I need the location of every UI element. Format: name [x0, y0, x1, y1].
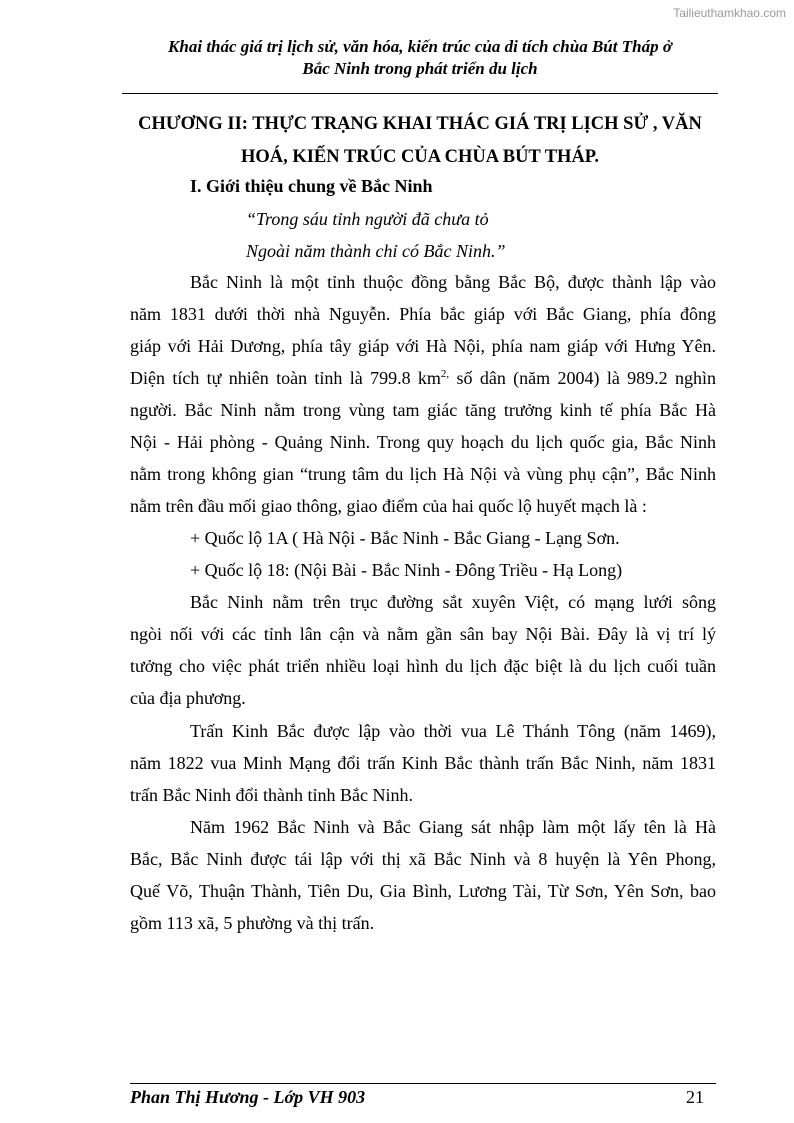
header-rule	[122, 93, 718, 94]
paragraph-line: gồm 113 xã, 5 phường và thị trấn.	[130, 913, 375, 933]
paragraph-line: Bắc Ninh nằm trên trục đường sắt xuyên Việt, có mạng lưới sông	[190, 592, 716, 612]
text: Diện tích tự nhiên toàn tỉnh là 799.8 km	[130, 368, 441, 388]
header-line: Khai thác giá trị lịch sử, văn hóa, kiến trúc của di tích chùa Bút Tháp ở	[168, 37, 672, 56]
paragraph-line: ngòi nối với các tỉnh lân cận và nằm gần sân bay Nội Bài. Đây là vị trí lý	[130, 624, 716, 644]
paragraph-line: năm 1822 vua Minh Mạng đổi trấn Kinh Bắc thành trấn Bắc Ninh, năm 1831	[130, 753, 716, 773]
superscript: 2,	[440, 368, 450, 380]
quote-line: “Trong sáu tỉnh người đã chưa tỏ	[246, 209, 489, 229]
watermark: Tailieuthamkhao.com	[673, 6, 786, 20]
paragraph-line: Trấn Kinh Bắc được lập vào thời vua Lê Thánh Tông (năm 1469),	[190, 721, 716, 741]
paragraph-line: người. Bắc Ninh nằm trong vùng tam giác tăng trưởng kinh tế phía Bắc Hà	[130, 400, 716, 420]
paragraph-line: trấn Bắc Ninh đổi thành tỉnh Bắc Ninh.	[130, 785, 413, 805]
paragraph-line: của địa phương.	[130, 688, 246, 708]
footer-rule	[130, 1083, 716, 1084]
paragraph-line: giáp với Hải Dương, phía tây giáp với Hà Nội, phía nam giáp với Hưng Yên.	[130, 336, 716, 356]
running-header	[120, 36, 720, 80]
section-heading: I. Giới thiệu chung về Bắc Ninh	[190, 176, 433, 196]
paragraph-line: Năm 1962 Bắc Ninh và Bắc Giang sát nhập làm một lấy tên là Hà	[190, 817, 716, 837]
page-number: 21	[686, 1087, 704, 1107]
paragraph-line: Quế Võ, Thuận Thành, Tiên Du, Gia Bình, Lương Tài, Từ Sơn, Yên Sơn, bao	[130, 881, 716, 901]
text: số dân (năm 2004) là 989.2 nghìn	[449, 368, 716, 388]
bullet-item: + Quốc lộ 1A ( Hà Nội - Bắc Ninh - Bắc Giang - Lạng Sơn.	[190, 528, 620, 548]
header-line: Bắc Ninh trong phát triển du lịch	[302, 59, 538, 78]
paragraph-line: tưởng cho việc phát triển nhiều loại hình du lịch đặc biệt là du lịch cuối tuần	[130, 656, 716, 676]
paragraph-line: nằm trên đầu mối giao thông, giao điểm của hai quốc lộ huyết mạch là :	[130, 496, 647, 516]
bullet-item: + Quốc lộ 18: (Nội Bài - Bắc Ninh - Đông Triều - Hạ Long)	[190, 560, 623, 580]
chapter-title-line: CHƯƠNG II: THỰC TRẠNG KHAI THÁC GIÁ TRỊ LỊCH SỬ , VĂN	[138, 114, 702, 134]
paragraph-line: năm 1831 dưới thời nhà Nguyễn. Phía bắc giáp với Bắc Giang, phía đông	[130, 304, 716, 324]
paragraph-line: Bắc, Bắc Ninh được tái lập với thị xã Bắc Ninh và 8 huyện là Yên Phong,	[130, 849, 716, 869]
footer-author: Phan Thị Hương - Lớp VH 903	[130, 1087, 366, 1107]
paragraph-line: Bắc Ninh là một tỉnh thuộc đồng bằng Bắc Bộ, được thành lập vào	[190, 272, 716, 292]
quote-line: Ngoài năm thành chỉ có Bắc Ninh.”	[246, 241, 506, 261]
paragraph-line: nằm trong không gian “trung tâm du lịch Hà Nội và vùng phụ cận”, Bắc Ninh	[130, 464, 716, 484]
paragraph-line	[130, 367, 716, 389]
paragraph-line: Nội - Hải phòng - Quảng Ninh. Trong quy hoạch du lịch quốc gia, Bắc Ninh	[130, 432, 716, 452]
chapter-title	[120, 108, 720, 174]
chapter-title-line: HOÁ, KIẾN TRÚC CỦA CHÙA BÚT THÁP.	[240, 147, 600, 167]
